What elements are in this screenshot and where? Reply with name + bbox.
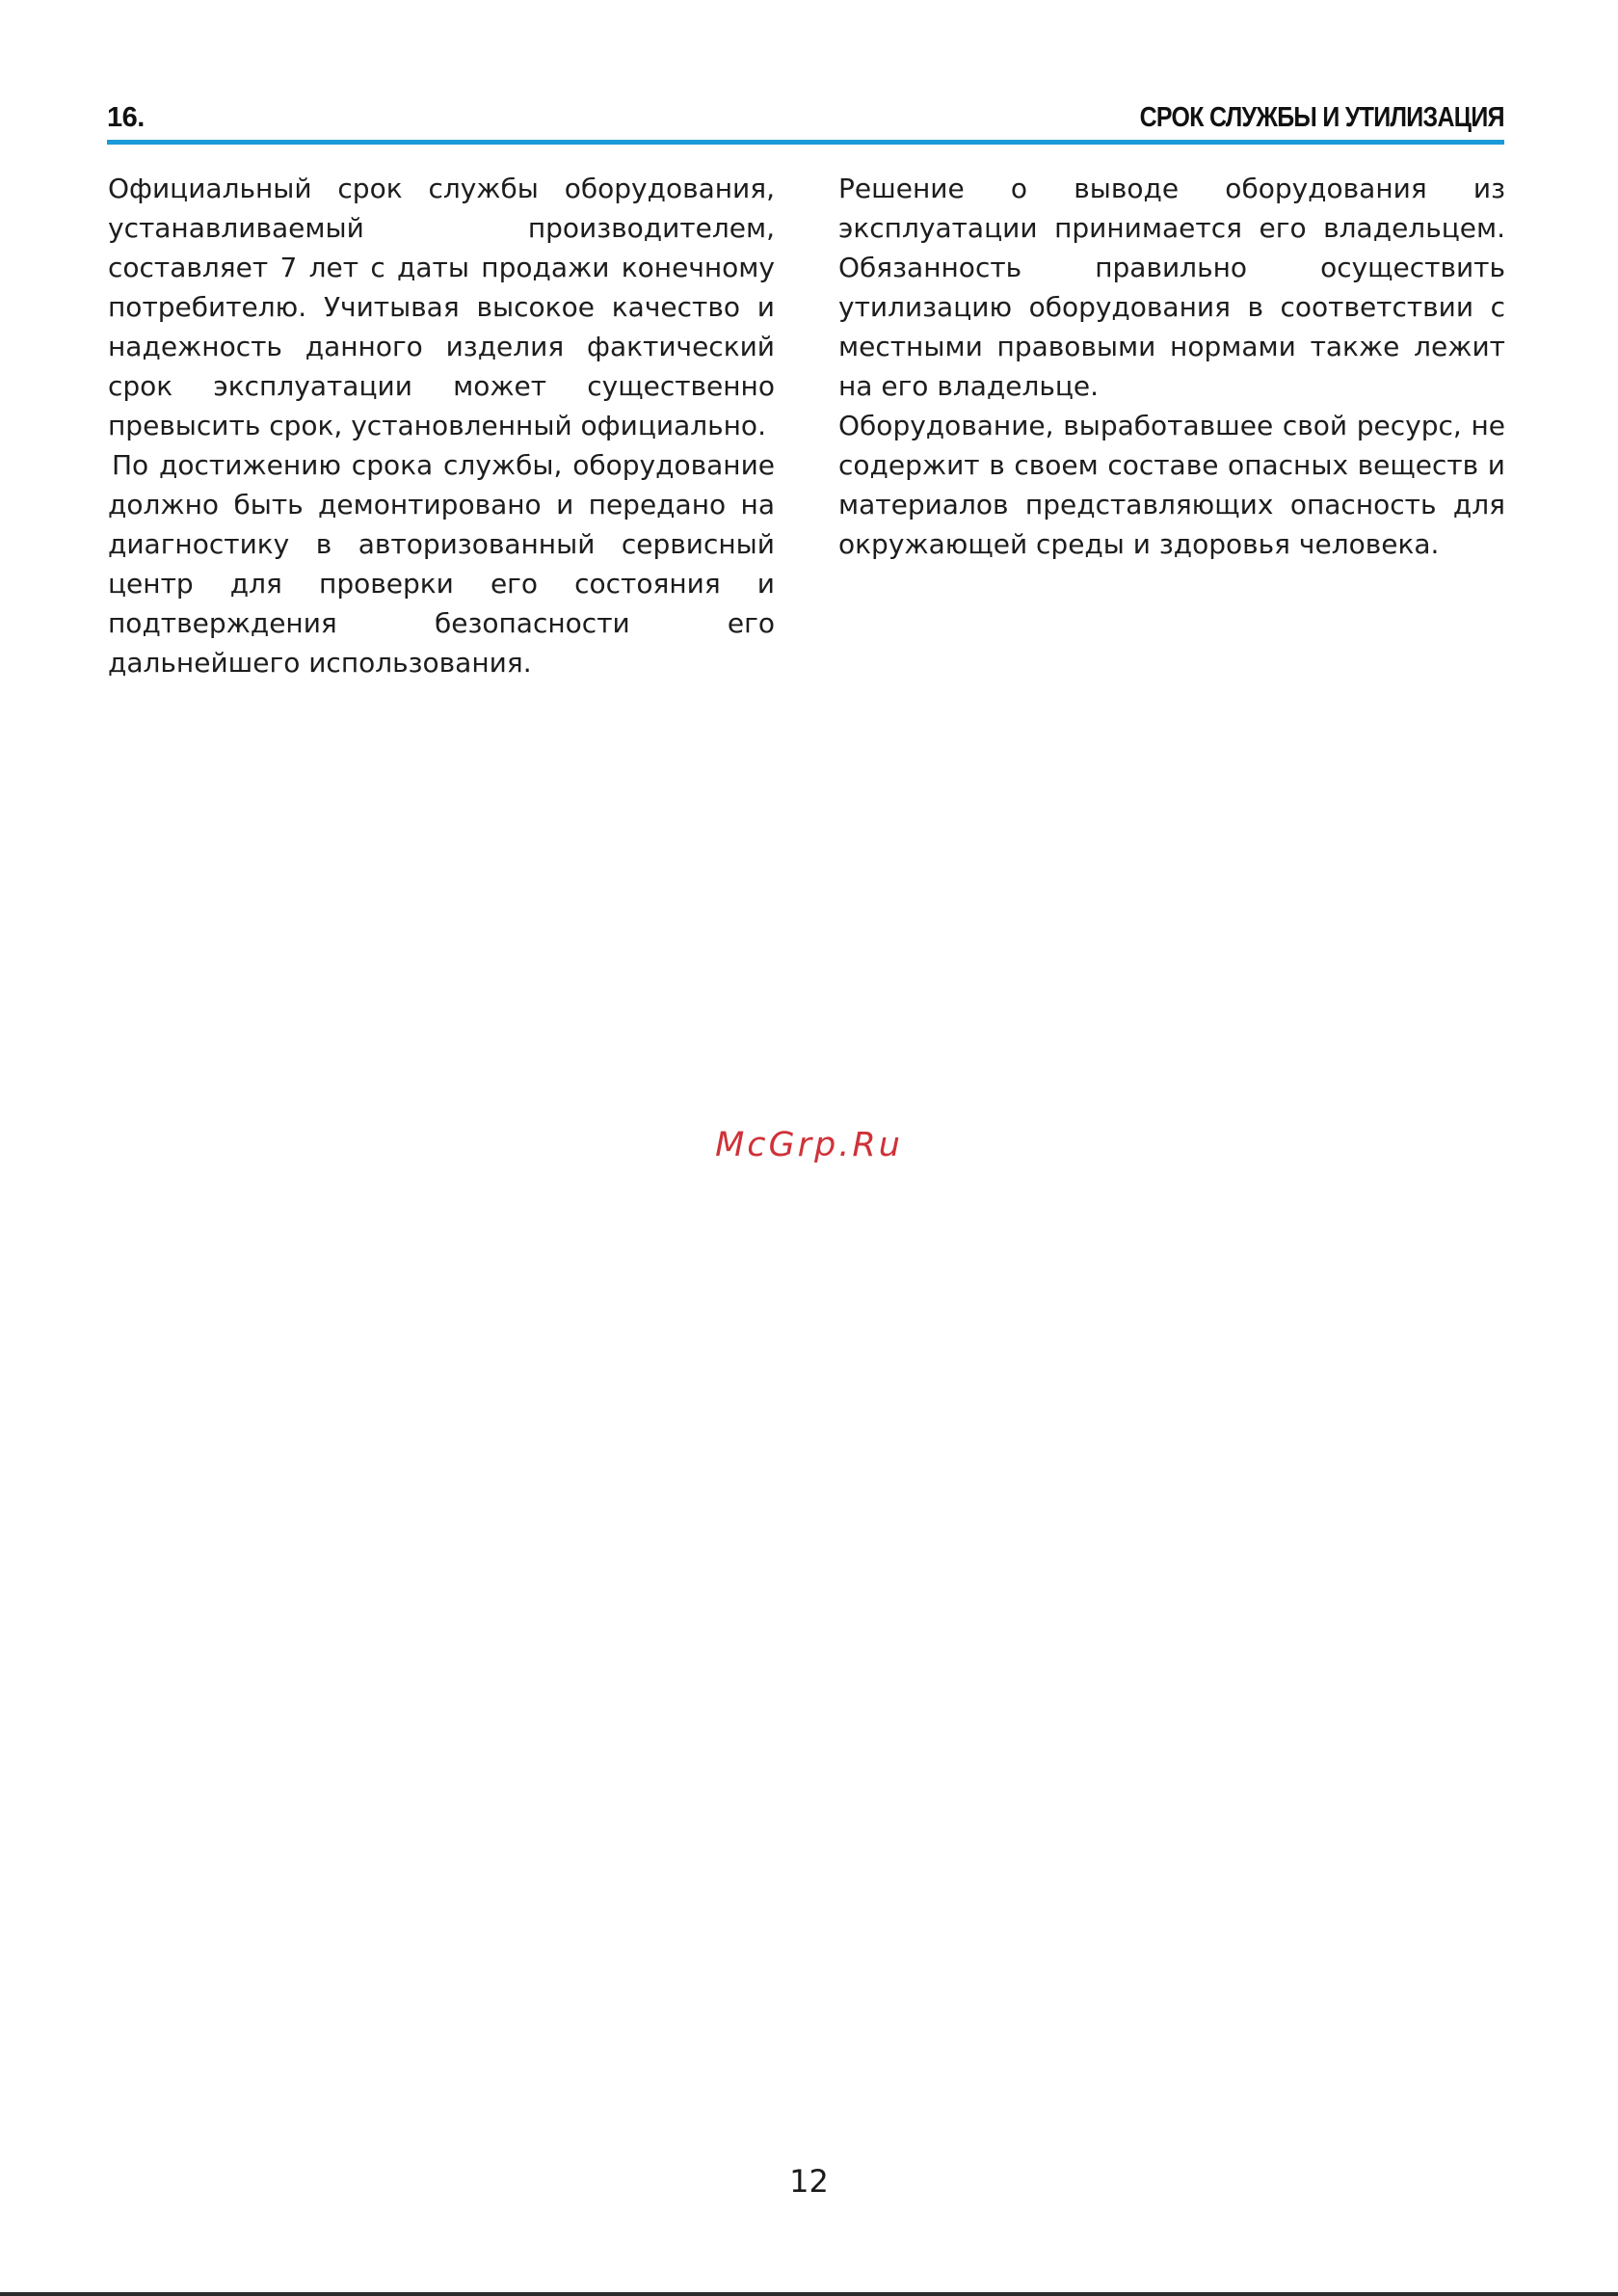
section-title: СРОК СЛУЖБЫ И УТИЛИЗАЦИЯ <box>1139 102 1504 133</box>
header-rule <box>107 140 1504 145</box>
left-paragraph-2: По достижению срока службы, оборудование должно быть демонтировано и передано на диагностику в авторизованный сервисный центр для проверки его состояния и подтверждения безопасности его дальнейшего использования. <box>108 449 775 679</box>
bottom-rule <box>0 2292 1618 2296</box>
left-column <box>108 169 775 682</box>
page-header <box>107 100 1504 141</box>
right-paragraph-1: Решение о выводе оборудования из эксплуатации принимается его владельцем. Обязанность правильно осуществить утилизацию оборудования в соответствии с местными правовыми нормами также лежит на его владельце. <box>838 173 1505 402</box>
right-paragraph-2: Оборудование, выработавшее свой ресурс, не содержит в своем составе опасных веществ и материалов представляющих опасность для окружающей среды и здоровья человека. <box>838 410 1505 560</box>
watermark: McGrp.Ru <box>715 1126 903 1164</box>
right-column <box>838 169 1505 564</box>
left-paragraph-1: Официальный срок службы оборудования, устанавливаемый производителем, составляет 7 лет с даты продажи конечному потребителю. Учитывая высокое качество и надежность данного изделия фактический срок эксплуатации может существенно превысить срок, установленный официально. <box>108 173 775 441</box>
page-number: 12 <box>789 2163 829 2200</box>
section-number: 16. <box>107 102 145 133</box>
